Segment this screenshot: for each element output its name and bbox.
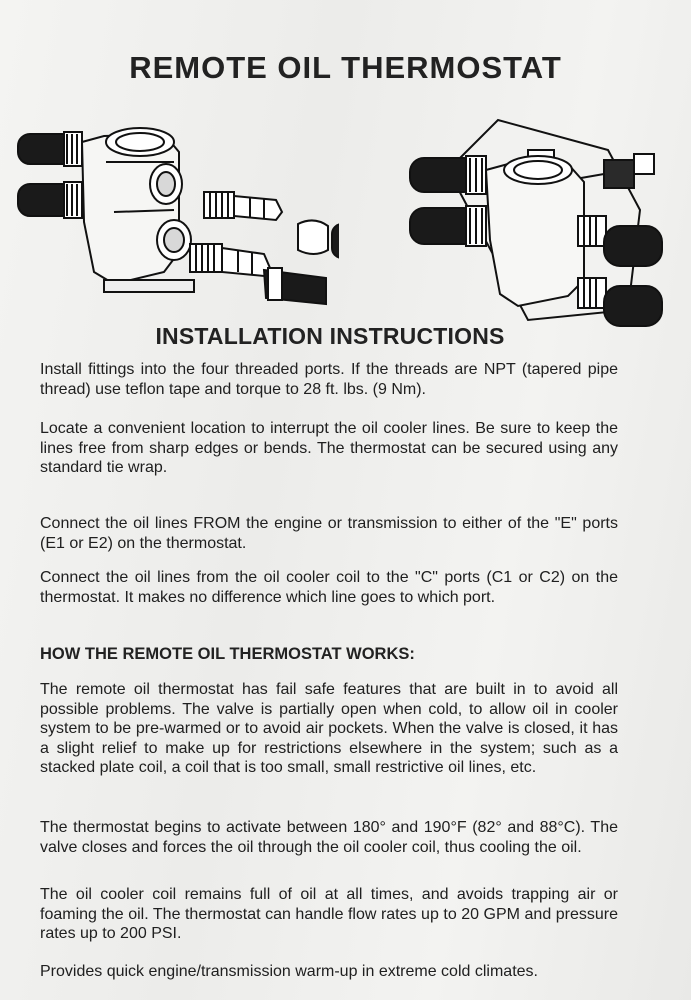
document-title: REMOTE OIL THERMOSTAT: [129, 50, 562, 85]
assembled-thermostat-illustration: [408, 110, 670, 350]
how-paragraph-1: The remote oil thermostat has fail safe features that are built in to avoid all possible problems. The valve is partially open when cold, to allow oil in cooler system to be pre-warmed or to avoid air pockets. When the valve is closed, it has a slight relief to make up for restrictions elsewhere in the system; such as a stacked plate coil, a coil that is too small, small restrictive oil lines, etc.: [40, 681, 618, 776]
installation-heading: INSTALLATION INSTRUCTIONS: [155, 323, 505, 349]
how-paragraph-3: The oil cooler coil remains full of oil at all times, and avoids trapping air or foaming the oil. The thermostat can handle flow rates up to 20 GPM and pressure rates up to 200 PSI.: [40, 886, 618, 942]
exploded-thermostat-illustration: [14, 112, 339, 312]
how-paragraph-4: Provides quick engine/transmission warm-up in extreme cold climates.: [40, 963, 538, 980]
install-paragraph-3: Connect the oil lines FROM the engine or transmission to either of the "E" ports (E1 or E2) on the thermostat.: [40, 515, 618, 552]
install-paragraph-2: Locate a convenient location to interrupt the oil cooler lines. Be sure to keep the lines free from sharp edges or bends. The thermostat can be secured using any standard tie wrap.: [40, 420, 618, 476]
how-it-works-heading: HOW THE REMOTE OIL THERMOSTAT WORKS:: [40, 645, 415, 663]
install-paragraph-1: Install fittings into the four threaded ports. If the threads are NPT (tapered pipe thread) use teflon tape and torque to 28 ft. lbs. (9 Nm).: [40, 361, 618, 398]
install-paragraph-4: Connect the oil lines from the oil cooler coil to the "C" ports (C1 or C2) on the thermostat. It makes no difference which line goes to which port.: [40, 569, 618, 606]
how-paragraph-2: The thermostat begins to activate between 180° and 190°F (82° and 88°C). The valve closes and forces the oil through the oil cooler coil, thus cooling the oil.: [40, 819, 618, 856]
